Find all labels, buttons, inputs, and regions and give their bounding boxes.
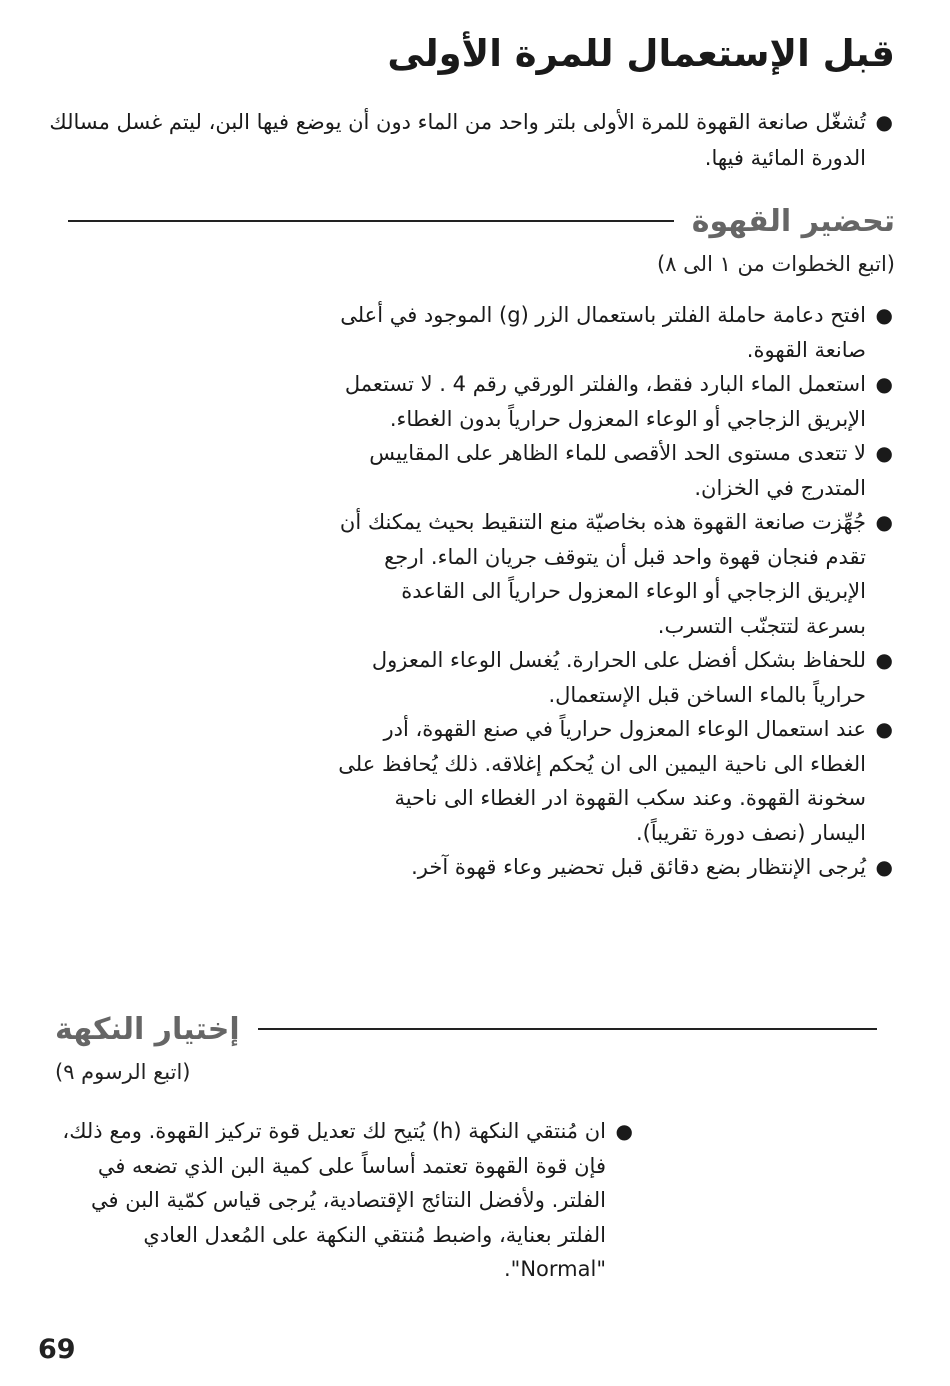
instruction-item	[335, 298, 895, 367]
bullet-icon: ●	[875, 510, 893, 534]
intro-item	[48, 104, 895, 176]
instruction-text: لا تتعدى مستوى الحد الأقصى للماء الظاهر على المقاييس المتدرج في الخزان.	[369, 441, 866, 500]
bullet-icon: ●	[875, 855, 893, 879]
section-title: تحضير القهوة	[691, 203, 895, 239]
steps-label: (اتبع الرسوم ٩)	[55, 1060, 191, 1084]
instruction-text: استعمل الماء البارد فقط، والفلتر الورقي رقم 4 . لا تستعمل الإبريق الزجاجي أو الوعاء المعزول حرارياً بدون الغطاء.	[344, 372, 866, 431]
instruction-item	[335, 850, 895, 885]
intro-list	[48, 104, 895, 176]
instruction-text: افتح دعامة حاملة الفلتر باستعمال الزر (g) الموجود في أعلى صانعة القهوة.	[340, 303, 866, 362]
bullet-icon: ●	[875, 372, 893, 396]
section-divider	[68, 220, 674, 222]
bullet-icon: ●	[615, 1119, 633, 1143]
instruction-item	[335, 367, 895, 436]
instruction-item	[335, 712, 895, 850]
bullet-icon: ●	[875, 110, 893, 134]
section-divider	[258, 1028, 877, 1030]
steps-label: (اتبع الخطوات من ١ الى ٨)	[657, 252, 895, 276]
bullet-icon: ●	[875, 648, 893, 672]
instruction-text: يُرجى الإنتظار بضع دقائق قبل تحضير وعاء قهوة آخر.	[411, 855, 866, 879]
bullet-icon: ●	[875, 717, 893, 741]
page-title: قبل الإستعمال للمرة الأولى	[387, 32, 895, 75]
instruction-text: عند استعمال الوعاء المعزول حرارياً في صنع القهوة، أدر الغطاء الى ناحية اليمين الى ان يُحكم إغلاقه. ذلك يُحافظ على سخونة القهوة. وعند سكب القهوة ادر الغطاء الى ناحية اليسار (نصف دورة تقريباً).	[338, 717, 866, 845]
bullet-icon: ●	[875, 441, 893, 465]
instruction-item	[335, 436, 895, 505]
bullet-icon: ●	[875, 303, 893, 327]
instruction-item	[335, 505, 895, 643]
intro-text: تُشغّل صانعة القهوة للمرة الأولى بلتر واحد من الماء دون أن يوضع فيها البن، ليتم غسل مسالك الدورة المائية فيها.	[49, 110, 866, 170]
instruction-text: ان مُنتقي النكهة (h) يُتيح لك تعديل قوة تركيز القهوة. ومع ذلك، فإن قوة القهوة تعتمد أساساً على كمية البن الذي تضعه في الفلتر. ولأفضل النتائج الإقتصادية، يُرجى قياس كمّية البن في الفلتر بعناية، واضبط مُنتقي النكهة على المُعدل العادي "Normal".	[62, 1119, 606, 1281]
section-header-brewing	[50, 196, 895, 246]
brewing-instructions	[335, 298, 895, 885]
section-header-strength	[55, 1004, 895, 1054]
instruction-item	[335, 643, 895, 712]
strength-instructions	[55, 1114, 635, 1287]
instruction-item	[55, 1114, 635, 1287]
instruction-text: جُهِّزت صانعة القهوة هذه بخاصيّة منع التنقيط بحيث يمكنك أن تقدم فنجان قهوة واحد قبل أن يتوقف جريان الماء. ارجع الإبريق الزجاجي أو الوعاء المعزول حرارياً الى القاعدة بسرعة لتتجنّب التسرب.	[339, 510, 866, 638]
instruction-text: للحفاظ بشكل أفضل على الحرارة. يُغسل الوعاء المعزول حرارياً بالماء الساخن قبل الإستعمال.	[371, 648, 866, 707]
page-number: 69	[38, 1334, 76, 1365]
section-title: إختيار النكهة	[55, 1011, 240, 1047]
